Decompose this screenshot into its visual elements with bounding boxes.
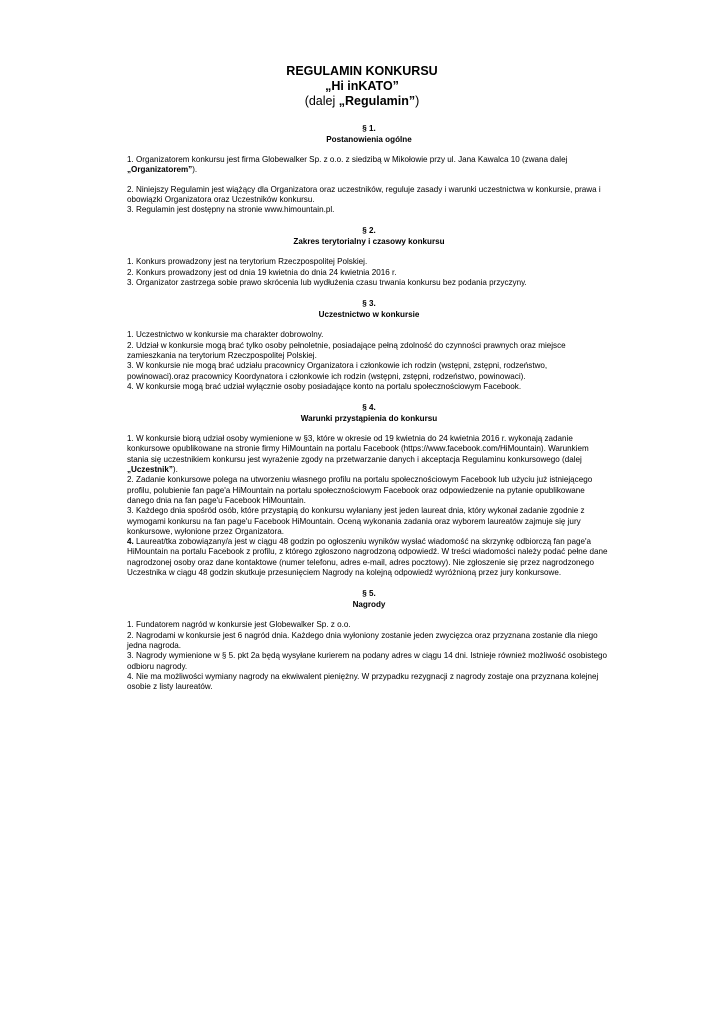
section-1-number: § 1.	[362, 124, 376, 133]
section-4-paragraph-3: 3. Każdego dnia spośród osób, które przystąpią do konkursu wyłaniany jest jeden laureat dnia, który wykonał zadanie zgodnie z wymogami konkursu na fan page'u Facebook HiMountain. Oceną wykonania zadania oraz wyborem laureatów zajmuje się jury konkursowe, wyłonione przez Organizatora.	[127, 506, 585, 536]
section-3-paragraph-4: 4. W konkursie mogą brać udział wyłącznie osoby posiadające konto na portalu społecznościowym Facebook.	[127, 381, 522, 391]
section-4-paragraph-4	[127, 537, 611, 578]
s4-p1-pre: 1. W konkursie biorą udział osoby wymienione w §3, które w okresie od 19 kwietnia do 24 kwietnia 2016 r. wykonają zadanie konkursowe opublikowane na stronie firmy HiMountain na portalu Facebook (https://www.facebook.com/HiMountain). Warunkiem stania się uczestnikiem konkursu jest wyrażenie zgody na przetwarzanie danych i akceptacja Regulaminu konkursowego (dalej	[127, 434, 589, 464]
section-2-paragraph-3: 3. Organizator zastrzega sobie prawo skrócenia lub wydłużenia czasu trwania konkursu bez podania przyczyny.	[127, 278, 527, 288]
section-4-paragraph-2: 2. Zadanie konkursowe polega na utworzeniu własnego profilu na portalu społecznościowym Facebook lub użyciu już istniejącego profilu, polubienie fan page'a HiMountain na portalu społecznościowym Facebook oraz odpowiedzenie na pytanie opublikowane danego dnia na fan page'u Facebook HiMountain.	[127, 475, 593, 505]
title-line-1: REGULAMIN KONKURSU	[286, 64, 438, 78]
section-2-paragraph-1: 1. Konkurs prowadzony jest na terytorium Rzeczpospolitej Polskiej.	[127, 257, 368, 267]
document-body	[127, 123, 611, 692]
section-3-heading	[127, 298, 611, 320]
document-title	[0, 64, 724, 109]
s4-p4-bold: 4.	[127, 537, 134, 547]
section-3-number: § 3.	[362, 299, 376, 309]
section-1-paragraph-1	[127, 155, 611, 176]
s1-p1-bold: „Organizatorem”	[127, 165, 193, 175]
title-line-3-post: )	[415, 94, 420, 108]
title-line-3	[0, 94, 724, 109]
s4-p1-post: ).	[172, 465, 178, 475]
section-5-paragraph-2: 2. Nagrodami w konkursie jest 6 nagród dnia. Każdego dnia wyłoniony zostanie jeden zwycięzca oraz przyznana zostanie dla niego jedna nagroda.	[127, 630, 598, 650]
section-5-paragraph-1: 1. Fundatorem nagród w konkursie jest Globewalker Sp. z o.o.	[127, 620, 351, 630]
section-4-heading	[127, 402, 611, 424]
section-5-number: § 5.	[362, 589, 376, 599]
s1-p1-post: ).	[192, 165, 198, 175]
section-2-number: § 2.	[362, 226, 376, 236]
section-2-heading	[127, 225, 611, 247]
section-5-heading	[127, 588, 611, 610]
section-3-paragraph-3: 3. W konkursie nie mogą brać udziału pracownicy Organizatora i członkowie ich rodzin (wstępni, zstępni, rodzeństwo, powinowaci).oraz pracownicy Koordynatora i członkowie ich rodzin (wstępni, zstępni, rodzeństwo, powinowaci).	[127, 361, 548, 381]
s1-p1-pre: 1. Organizatorem konkursu jest firma Globewalker Sp. z o.o. z siedzibą w Mikołowie przy ul. Jana Kawalca 10 (zwana dalej	[127, 155, 568, 164]
section-3-title: Uczestnictwo w konkursie	[318, 310, 420, 320]
section-2-paragraph-2: 2. Konkurs prowadzony jest od dnia 19 kwietnia do dnia 24 kwietnia 2016 r.	[127, 267, 397, 277]
section-5-paragraph-4: 4. Nie ma możliwości wymiany nagrody na ekwiwalent pieniężny. W przypadku rezygnacji z nagrody zostaje ona przyznana kolejnej osobie z listy laureatów.	[127, 671, 599, 692]
section-1-paragraph-2: 2. Niniejszy Regulamin jest wiążący dla Organizatora oraz uczestników, reguluje zasady i warunki uczestnictwa w konkursie, prawa i obowiązki Organizatora oraz Uczestników konkursu.	[127, 184, 601, 204]
section-1-heading	[127, 123, 611, 145]
section-4-paragraph-1	[127, 434, 611, 475]
section-3-paragraph-1: 1. Uczestnictwo w konkursie ma charakter dobrowolny.	[127, 330, 324, 340]
section-4-title: Warunki przystąpienia do konkursu	[300, 414, 438, 424]
section-3-paragraph-2: 2. Udział w konkursie mogą brać tylko osoby pełnoletnie, posiadające pełną zdolność do czynności prawnych oraz miejsce zamieszkania na terytorium Rzeczpospolitej Polskiej.	[127, 340, 566, 360]
section-4-number: § 4.	[362, 403, 376, 413]
title-line-2: „Hi inKATO”	[325, 79, 399, 93]
title-line-3-pre: (dalej	[304, 94, 339, 108]
section-5-title: Nagrody	[352, 600, 386, 610]
s4-p1-bold: „Uczestnik”	[127, 465, 173, 475]
section-1-title: Postanowienia ogólne	[326, 135, 412, 144]
section-5-paragraph-3: 3. Nagrody wymienione w § 5. pkt 2a będą wysyłane kurierem na podany adres w ciągu 14 dni. Istnieje również możliwość osobistego odbioru nagrody.	[127, 651, 608, 671]
section-2-title: Zakres terytorialny i czasowy konkursu	[293, 237, 445, 247]
section-1-paragraph-3: 3. Regulamin jest dostępny na stronie www.himountain.pl.	[127, 205, 335, 215]
s4-p4-post: Laureat/tka zobowiązany/a jest w ciągu 48 godzin po ogłoszeniu wyników wysłać wiadomość na skrzynkę odbiorczą fan page'a HiMountain na portalu Facebook z profilu, z którego zgłoszono nagrodzoną odpowiedź. W treści wiadomości należy podać pełne dane nagrodzonej osoby oraz dane kontaktowe (numer telefonu, adres e-mail, adres pocztowy). Nie zgłoszenie się przez nagrodzonego Uczestnika w ciągu 48 godzin skutkuje przesunięciem Nagrody na kolejną odpowiedź wyróżnioną przez jury konkursowe.	[127, 537, 608, 578]
title-line-3-bold: „Regulamin”	[338, 94, 416, 108]
